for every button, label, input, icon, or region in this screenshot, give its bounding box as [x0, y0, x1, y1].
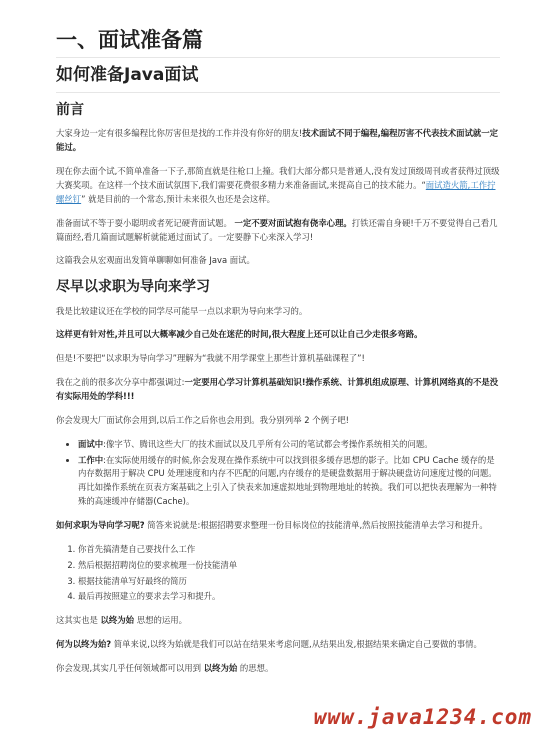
paragraph: 我是比较建议还在学校的同学尽可能早一点以求职为导向来学习的。 [56, 305, 308, 316]
paragraph [56, 519, 500, 533]
bold-text: 一定不要对面试抱有侥幸心理。 [234, 217, 352, 228]
paragraph [56, 127, 500, 155]
bold-text: 一定要用心学习计算机基础知识!操作系统、计算机组成原理、计算机网络真的不是没有实际用处的学科!!! [56, 377, 499, 401]
text: 思想的运用。 [134, 615, 187, 626]
text: 这其实也是 [56, 615, 101, 626]
bold-text: 技术面试不同于编程,编程厉害不代表技术面试就一定能过。 [56, 128, 499, 153]
paragraph [56, 217, 500, 245]
text: 简答来说就是:根据招聘要求整理一份目标岗位的技能清单,然后按照技能清单去学习和提升。 [144, 519, 488, 530]
site-watermark: www.java1234.com [313, 705, 532, 729]
text: 现在你去面个试,不简单准备一下子,那简直就是往枪口上撞。我们大部分都只是普通人,没有发过顶级周刊或者获得过顶级大赛奖项。在这样一个技术面试氛围下,我们需要花费很多精力来准备面试,来提高自己的技术能力。“ [56, 166, 500, 191]
article-title: 如何准备Java面试 [56, 64, 500, 93]
text: 简单来说,以终为始就是我们可以站在结果来考虑问题,从结果出发,根据结果来确定自己要做的事情。 [111, 639, 482, 650]
list-item: 3. 根据技能清单写好最终的简历 [78, 575, 500, 589]
text: 我在之前的很多次分享中都强调过: [56, 377, 185, 388]
paragraph [56, 376, 500, 404]
paragraph: 这篇我会从宏观面出发简单聊聊如何准备 Java 面试。 [56, 255, 255, 266]
bold-text: 工作中 [78, 454, 104, 465]
bold-text: 这样更有针对性,并且可以大概率减少自己处在迷茫的时间,很大程度上还可以让自己少走很多弯路。 [56, 329, 423, 340]
bold-text: 以终为始 [203, 663, 238, 673]
text: 的思想。 [237, 663, 274, 673]
text: :在实际使用缓存的时候,你会发现在操作系统中可以找到很多缓存思想的影子。比如 CPU Cache 缓存的是内存数据用于解决 CPU 处理速度和内存不匹配的问题,内存缓存的是硬盘数据用于解决硬盘访问速度过慢的问题。再比如操作系统在页表方案基础之上引入了快表来加速虚拟地址到物理地址的转换。我们可以把快表理解为一种特殊的高速缓冲存储器(Cache)。 [78, 454, 497, 507]
paragraph [56, 662, 500, 676]
paragraph: 你会发现大厂面试你会用到,以后工作之后你也会用到。我分别列举 2 个例子吧! [56, 414, 350, 425]
paragraph [56, 638, 500, 652]
bold-text: 面试中 [78, 438, 104, 449]
text: 你会发现,其实几乎任何领域都可以用到 [56, 663, 204, 673]
paragraph: 但是!不要把“以求职为导向学习”理解为“我就不用学课堂上那些计算机基础课程了”! [56, 353, 365, 364]
bold-text: 何为以终为始? [56, 639, 112, 650]
paragraph [56, 165, 500, 207]
section-title-preface: 前言 [56, 102, 84, 119]
list-item: 4. 最后再按照建立的要求去学习和提升。 [78, 590, 500, 604]
list-item [78, 438, 500, 452]
text: 打铁还需自身硬!千万不要觉得自己看几篇面经,看几篇面试题解析就能通过面试了。一定要静下心来深入学习! [56, 217, 498, 242]
list-item: 1. 你首先搞清楚自己要找什么工作 [78, 543, 500, 557]
quote-link[interactable]: 面试造火箭,工作拧螺丝钉 [56, 180, 496, 204]
section-title-job-oriented: 尽早以求职为导向来学习 [56, 279, 210, 296]
paragraph [56, 328, 500, 342]
chapter-title: 一、面试准备篇 [56, 28, 500, 58]
text: ” 就是目前的一个常态,预计未来很久也还是会这样。 [81, 193, 276, 204]
list-item: 2. 然后根据招聘岗位的要求梳理一份技能清单 [78, 559, 500, 573]
text: 准备面试不等于耍小聪明或者死记硬背面试题。 [56, 217, 232, 228]
numbered-list [56, 543, 500, 604]
text: 大家身边一定有很多编程比你厉害但是找的工作并没有你好的朋友! [56, 128, 303, 139]
bold-text: 如何求职为导向学习呢? [56, 519, 145, 530]
bullet-list [56, 438, 500, 509]
bold-text: 以终为始 [100, 615, 135, 626]
list-item [78, 454, 500, 509]
paragraph [56, 614, 500, 628]
text: :像字节、腾讯这些大厂的技术面试以及几乎所有公司的笔试都会考操作系统相关的问题。 [103, 438, 433, 449]
